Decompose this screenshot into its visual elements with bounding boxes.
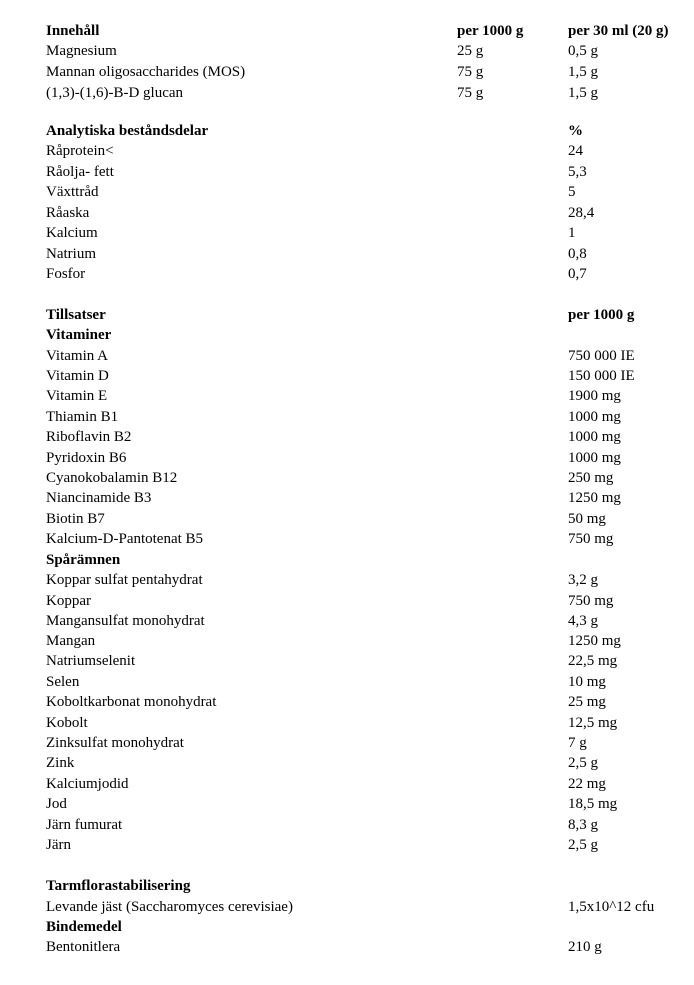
row-label: Selen [46, 674, 80, 690]
table-row [0, 448, 694, 468]
row-value: 10 mg [568, 674, 606, 690]
row-label: Levande jäst (Saccharomyces cerevisiae) [46, 899, 293, 915]
innehall-header-row [0, 21, 694, 41]
row-value: 18,5 mg [568, 796, 618, 812]
row-value: 750 mg [568, 531, 614, 547]
row-label: Mangan [46, 633, 96, 649]
table-row [0, 529, 694, 549]
row-label: Vitamin D [46, 368, 109, 384]
sparamnen-subheader [0, 550, 694, 570]
row-per30: 1,5 g [568, 85, 598, 101]
table-row [0, 203, 694, 223]
row-value: 12,5 mg [568, 715, 618, 731]
bindemedel-title: Bindemedel [46, 919, 122, 935]
row-value: 2,5 g [568, 837, 598, 853]
row-label: (1,3)-(1,6)-B-D glucan [46, 85, 184, 101]
row-label: Jod [46, 796, 67, 812]
table-row [0, 468, 694, 488]
per-1000g-header: per 1000 g [457, 23, 524, 39]
row-label: Zinksulfat monohydrat [46, 735, 184, 751]
table-row [0, 386, 694, 406]
row-label: Råprotein< [46, 143, 114, 159]
row-value: 1900 mg [568, 388, 621, 404]
table-row [0, 774, 694, 794]
row-label: Natriumselenit [46, 653, 136, 669]
row-per30: 1,5 g [568, 64, 598, 80]
table-row [0, 41, 694, 61]
row-label: Niancinamide B3 [46, 490, 152, 506]
vitaminer-title: Vitaminer [46, 327, 112, 343]
row-label: Natrium [46, 246, 96, 262]
row-value: 28,4 [568, 205, 595, 221]
row-label: Kobolt [46, 715, 88, 731]
table-row [0, 794, 694, 814]
row-label: Pyridoxin B6 [46, 450, 127, 466]
row-value: 1000 mg [568, 450, 621, 466]
row-label: Vitamin A [46, 348, 109, 364]
row-value: 22 mg [568, 776, 606, 792]
row-label: Biotin B7 [46, 511, 105, 527]
table-row [0, 651, 694, 671]
row-label: Järn [46, 837, 71, 853]
row-value: 3,2 g [568, 572, 598, 588]
table-row [0, 733, 694, 753]
sparamnen-title: Spårämnen [46, 552, 121, 568]
row-label: Zink [46, 755, 75, 771]
table-row [0, 611, 694, 631]
table-row [0, 753, 694, 773]
row-label: Magnesium [46, 43, 117, 59]
table-row [0, 897, 694, 917]
row-per1000: 25 g [457, 43, 484, 59]
row-label: Bentonitlera [46, 939, 121, 955]
tarmflora-header-row [0, 876, 694, 896]
analytiska-title: Analytiska beståndsdelar [46, 123, 209, 139]
row-value: 1000 mg [568, 429, 621, 445]
row-value: 25 mg [568, 694, 606, 710]
row-label: Koppar [46, 593, 91, 609]
table-row [0, 509, 694, 529]
row-value: 7 g [568, 735, 587, 751]
row-value: 0,7 [568, 266, 587, 282]
table-row [0, 182, 694, 202]
row-value: 210 g [568, 939, 602, 955]
analytiska-header-row [0, 121, 694, 141]
row-per1000: 75 g [457, 64, 484, 80]
row-label: Koboltkarbonat monohydrat [46, 694, 217, 710]
row-value: 24 [568, 143, 583, 159]
row-label: Växttråd [46, 184, 99, 200]
per-30ml-header: per 30 ml (20 g) [568, 23, 669, 39]
row-value: 1250 mg [568, 490, 621, 506]
row-value: 5,3 [568, 164, 587, 180]
row-value: 750 000 IE [568, 348, 635, 364]
row-value: 22,5 mg [568, 653, 618, 669]
row-value: 0,8 [568, 246, 587, 262]
table-row [0, 346, 694, 366]
table-row [0, 692, 694, 712]
row-value: 50 mg [568, 511, 606, 527]
bindemedel-header-row [0, 917, 694, 937]
tarmflora-title: Tarmflorastabilisering [46, 878, 191, 894]
row-label: Mangansulfat monohydrat [46, 613, 205, 629]
row-value: 1250 mg [568, 633, 621, 649]
row-label: Kalcium [46, 225, 98, 241]
row-value: 750 mg [568, 593, 614, 609]
row-value: 1,5x10^12 cfu [568, 899, 655, 915]
table-row [0, 141, 694, 161]
row-per1000: 75 g [457, 85, 484, 101]
row-label: Råaska [46, 205, 90, 221]
row-value: 1000 mg [568, 409, 621, 425]
row-value: 150 000 IE [568, 368, 635, 384]
row-label: Thiamin B1 [46, 409, 119, 425]
tillsatser-header-row [0, 305, 694, 325]
row-label: Mannan oligosaccharides (MOS) [46, 64, 246, 80]
table-row [0, 835, 694, 855]
row-label: Cyanokobalamin B12 [46, 470, 178, 486]
tillsatser-title: Tillsatser [46, 307, 106, 323]
table-row [0, 264, 694, 284]
row-label: Järn fumurat [46, 817, 123, 833]
row-label: Vitamin E [46, 388, 108, 404]
table-row [0, 713, 694, 733]
table-row [0, 407, 694, 427]
row-label: Riboflavin B2 [46, 429, 132, 445]
vitaminer-subheader [0, 325, 694, 345]
table-row [0, 162, 694, 182]
row-value: 250 mg [568, 470, 614, 486]
table-row [0, 62, 694, 82]
row-value: 5 [568, 184, 576, 200]
innehall-title: Innehåll [46, 23, 100, 39]
table-row [0, 672, 694, 692]
row-value: 4,3 g [568, 613, 598, 629]
row-label: Fosfor [46, 266, 86, 282]
table-row [0, 488, 694, 508]
row-label: Koppar sulfat pentahydrat [46, 572, 203, 588]
row-label: Råolja- fett [46, 164, 114, 180]
table-row [0, 223, 694, 243]
table-row [0, 570, 694, 590]
row-value: 1 [568, 225, 576, 241]
percent-header: % [568, 123, 583, 139]
row-label: Kalciumjodid [46, 776, 129, 792]
table-row [0, 244, 694, 264]
table-row [0, 427, 694, 447]
table-row [0, 366, 694, 386]
row-label: Kalcium-D-Pantotenat B5 [46, 531, 204, 547]
per-1000g-header: per 1000 g [568, 307, 635, 323]
row-value: 8,3 g [568, 817, 598, 833]
table-row [0, 937, 694, 957]
table-row [0, 631, 694, 651]
table-row [0, 591, 694, 611]
row-value: 2,5 g [568, 755, 598, 771]
table-row [0, 83, 694, 103]
table-row [0, 815, 694, 835]
row-per30: 0,5 g [568, 43, 598, 59]
